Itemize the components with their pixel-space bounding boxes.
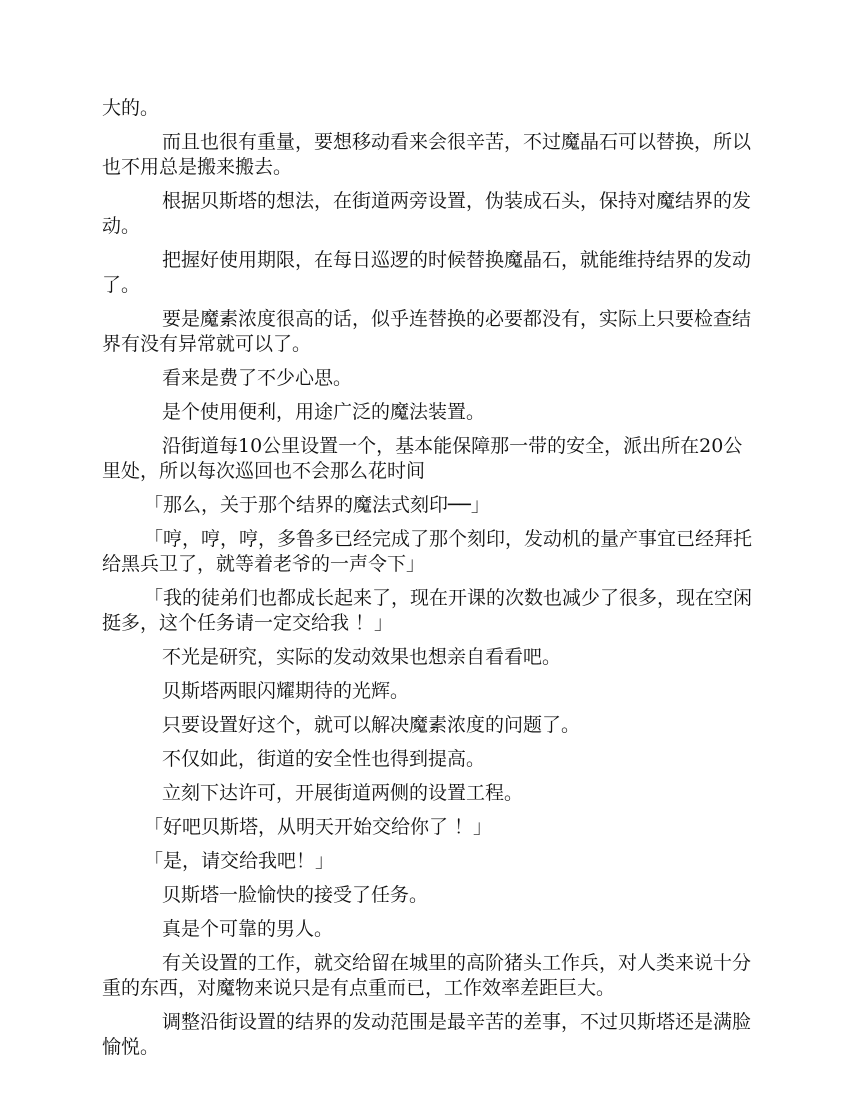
paragraph-10: 贝斯塔两眼闪耀期待的光辉。 xyxy=(162,680,410,702)
paragraph-13: 立刻下达许可，开展街道两侧的设置工程。 xyxy=(162,782,524,804)
paragraph-12: 不仅如此，街道的安全性也得到提高。 xyxy=(162,748,486,770)
paragraph-16: 有关设置的工作，就交给留在城里的高阶猪头工作兵，对人类来说十分重的东西，对魔物来说只是有点重而已，工作效率差距巨大。 xyxy=(102,952,752,999)
dialogue-5: 「是，请交给我吧！」 xyxy=(144,850,335,872)
paragraph-8: 沿街道每10公里设置一个，基本能保障那一带的安全，派出所在20公里处，所以每次巡回也不会那么花时间 xyxy=(102,435,743,482)
body-text xyxy=(102,96,752,1069)
paragraph-9: 不光是研究，实际的发动效果也想亲自看看吧。 xyxy=(162,646,562,668)
paragraph-3: 根据贝斯塔的想法，在街道两旁设置，伪装成石头，保持对魔结界的发动。 xyxy=(102,190,752,237)
paragraph-4: 把握好使用期限，在每日巡逻的时候替换魔晶石，就能维持结界的发动了。 xyxy=(102,249,752,296)
dialogue-2: 「哼，哼，哼，多鲁多已经完成了那个刻印，发动机的量产事宜已经拜托给黑兵卫了，就等着老爷的一声令下」 xyxy=(102,528,753,575)
paragraph-6: 看来是费了不少心思。 xyxy=(162,367,353,389)
dialogue-1: 「那么，关于那个结界的魔法式刻印──」 xyxy=(144,494,490,516)
paragraph-1: 大的。 xyxy=(102,97,160,119)
dialogue-4: 「好吧贝斯塔，从明天开始交给你了 ！」 xyxy=(144,816,493,838)
paragraph-11: 只要设置好这个，就可以解决魔素浓度的问题了。 xyxy=(162,714,581,736)
paragraph-7: 是个使用便利，用途广泛的魔法装置。 xyxy=(162,401,486,423)
paragraph-5: 要是魔素浓度很高的话，似乎连替换的必要都没有，实际上只要检查结界有没有异常就可以了。 xyxy=(102,308,752,355)
paragraph-14: 贝斯塔一脸愉快的接受了任务。 xyxy=(162,884,429,906)
paragraph-15: 真是个可靠的男人。 xyxy=(162,918,334,940)
paragraph-2: 而且也很有重量，要想移动看来会很辛苦，不过魔晶石可以替换，所以也不用总是搬来搬去。 xyxy=(102,131,752,178)
dialogue-3: 「我的徒弟们也都成长起来了，现在开课的次数也减少了很多，现在空闲挺多，这个任务请一定交给我 ！」 xyxy=(102,587,753,634)
paragraph-17: 调整沿街设置的结界的发动范围是最辛苦的差事，不过贝斯塔还是满脸愉悦。 xyxy=(102,1011,752,1058)
